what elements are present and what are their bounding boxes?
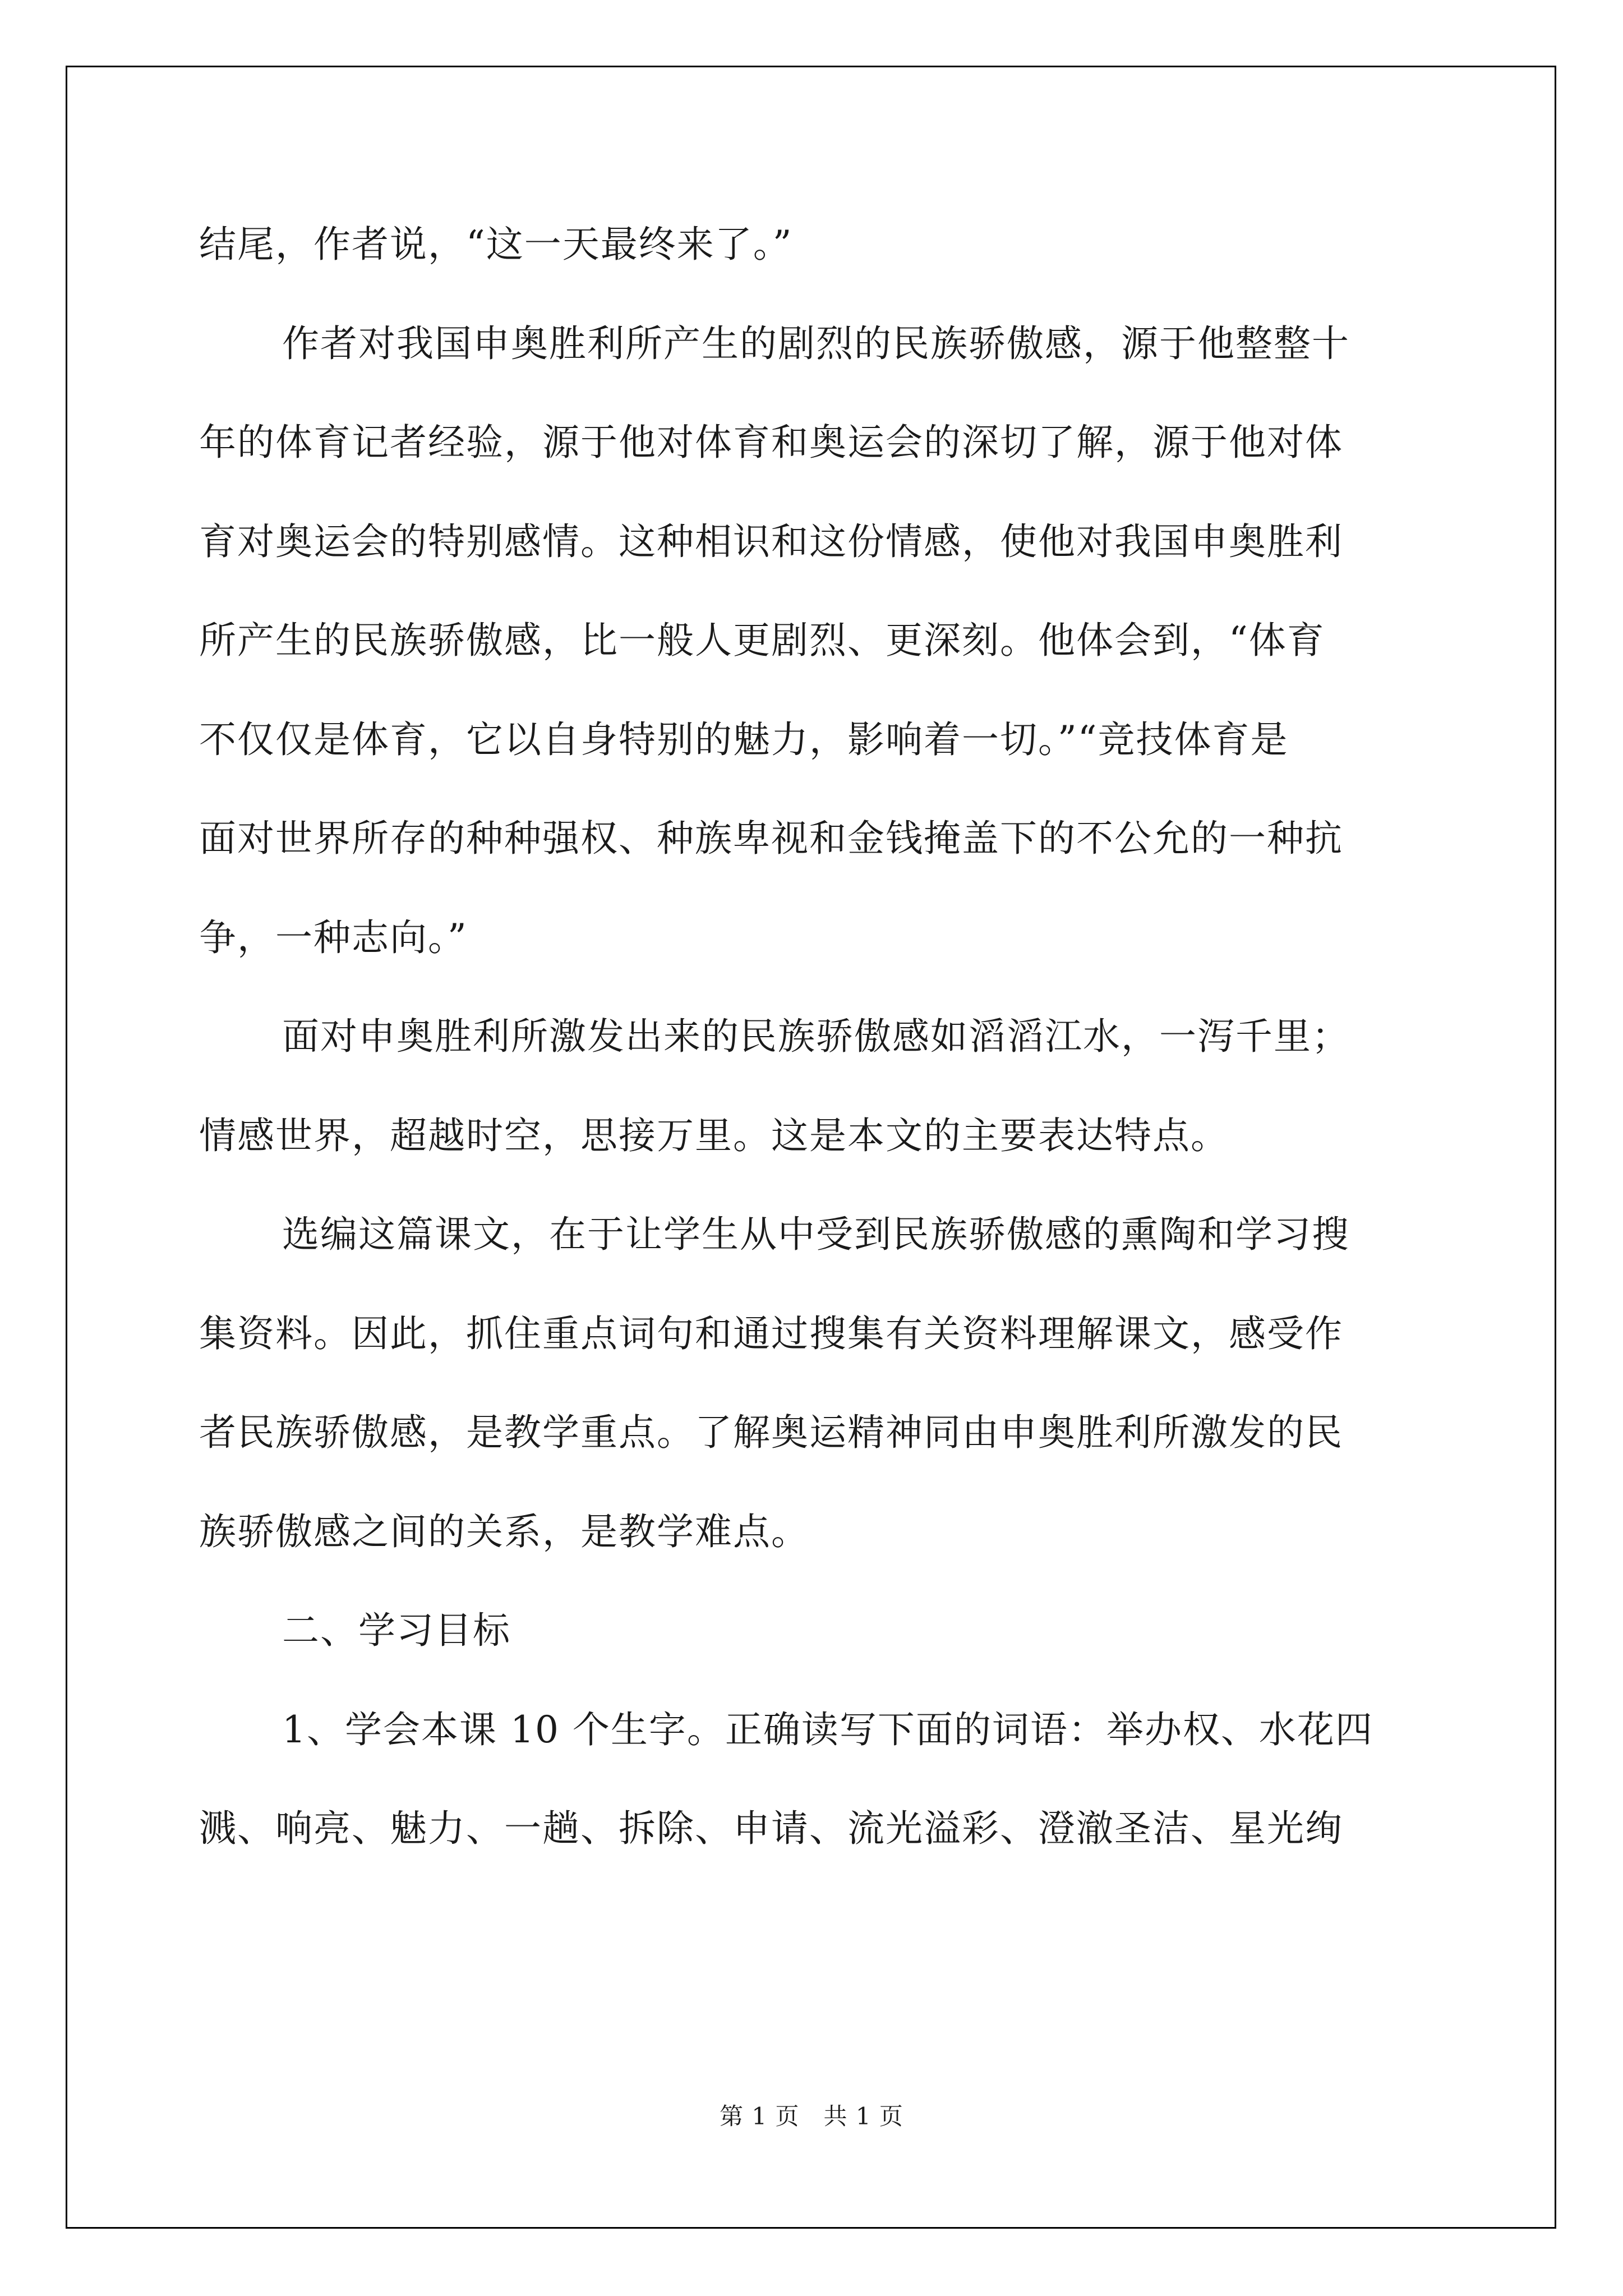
text-line: 不仅仅是体育，它以自身特别的魅力，影响着一切。”“竞技体育是 <box>199 717 1289 761</box>
document-body <box>199 195 1427 1879</box>
text-line: 族骄傲感之间的关系，是教学难点。 <box>199 1510 809 1553</box>
page-number: 第 1 页 共 1 页 <box>720 2102 903 2130</box>
text-line: 育对奥运会的特别感情。这种相识和这份情感，使他对我国申奥胜利 <box>199 519 1343 563</box>
text-line: 作者对我国申奥胜利所产生的剧烈的民族骄傲感，源于他整整十 <box>282 321 1350 365</box>
text-line: 者民族骄傲感，是教学重点。了解奥运精神同由申奥胜利所激发的民 <box>199 1411 1343 1454</box>
text-line: 争，一种志向。” <box>199 915 468 959</box>
text-line: 面对申奥胜利所激发出来的民族骄傲感如滔滔江水，一泻千里； <box>282 1015 1350 1058</box>
text-line: 情感世界，超越时空，思接万里。这是本文的主要表达特点。 <box>199 1114 1229 1157</box>
text-line: 结尾，作者说，“这一天最终来了。” <box>199 223 793 266</box>
section-heading: 二、学习目标 <box>282 1609 511 1652</box>
text-line: 溅、响亮、魅力、一趟、拆除、申请、流光溢彩、澄澈圣洁、星光绚 <box>199 1807 1343 1850</box>
text-line: 年的体育记者经验，源于他对体育和奥运会的深切了解，源于他对体 <box>199 421 1343 464</box>
page-footer <box>0 2102 1623 2131</box>
text-line: 集资料。因此，抓住重点词句和通过搜集有关资料理解课文，感受作 <box>199 1312 1343 1355</box>
text-line: 1、学会本课 10 个生字。正确读写下面的词语：举办权、水花四 <box>282 1708 1373 1751</box>
text-line: 面对世界所存的种种强权、种族卑视和金钱掩盖下的不公允的一种抗 <box>199 817 1343 860</box>
text-line: 选编这篇课文，在于让学生从中受到民族骄傲感的熏陶和学习搜 <box>282 1213 1350 1256</box>
text-line: 所产生的民族骄傲感，比一般人更剧烈、更深刻。他体会到，“体育 <box>199 619 1325 662</box>
